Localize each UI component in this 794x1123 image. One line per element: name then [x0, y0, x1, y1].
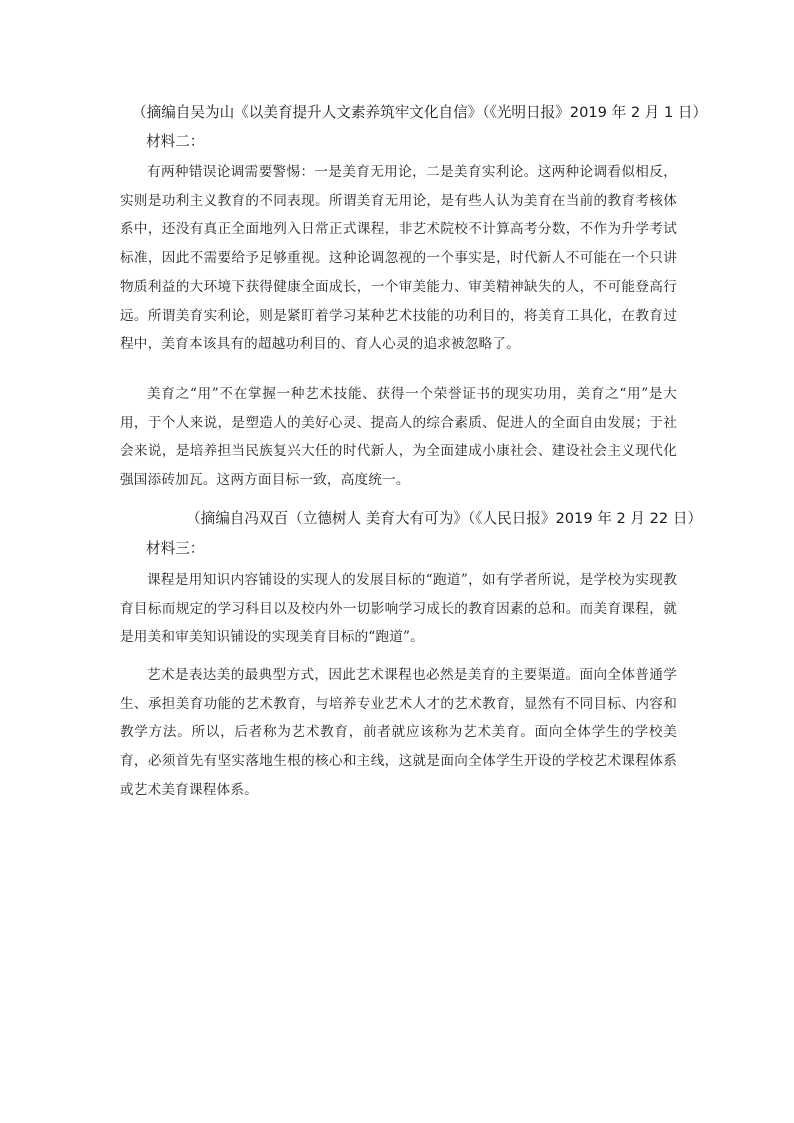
material-3-paragraph-1: 课程是用知识内容铺设的实现人的发展目标的“跑道”，如有学者所说，是学校为实现教育目标而规定的学习科目以及校内外一切影响学习成长的教育因素的总和。而美育课程，就是用美和审美知识铺设的实现美育目标的“跑道”。: [120, 572, 677, 646]
material-2-paragraph-1: 有两种错误论调需要警惕：一是美育无用论，二是美育实利论。这两种论调看似相反，实则是功利主义教育的不同表现。所谓美育无用论，是有些人认为美育在当前的教育考核体系中，还没有真正全面地列入日常正式课程，非艺术院校不计算高考分数，不作为升学考试标准，因此不需要给予足够重视。这种论调忽视的一个事实是，时代新人不可能在一个只讲物质利益的大环境下获得健康全面成长，一个审美能力、审美精神缺失的人，不可能登高行远。所谓美育实利论，则是紧盯着学习某种艺术技能的功利目的，将美育工具化，在教育过程中，美育本该具有的超越功利目的、育人心灵的追求被忽略了。: [120, 164, 677, 353]
source-citation-1: （摘编自吴为山《以美育提升人文素养筑牢文化自信》（《光明日报》2019 年 2 月 1 日）: [132, 104, 708, 121]
material-3-heading: 材料三：: [146, 540, 205, 557]
material-3-paragraph-2: 艺术是表达美的最典型方式，因此艺术课程也必然是美育的主要渠道。面向全体普通学生、承担美育功能的艺术教育，与培养专业艺术人才的艺术教育，显然有不同目标、内容和教学方法。所以，后者称为艺术教育，前者就应该称为艺术美育。面向全体学生的学校美育，必须首先有坚实落地生根的核心和主线，这就是面向全体学生开设的学校艺术课程体系或艺术美育课程体系。: [120, 667, 677, 798]
material-2-heading: 材料二：: [146, 133, 205, 150]
material-2-paragraph-2: 美育之“用”不在掌握一种艺术技能、获得一个荣誉证书的现实功用，美育之“用”是大用，于个人来说，是塑造人的美好心灵、提高人的综合素质、促进人的全面自由发展；于社会来说，是培养担当民族复兴大任的时代新人，为全面建成小康社会、建设社会主义现代化强国添砖加瓦。这两方面目标一致，高度统一。: [120, 386, 677, 489]
source-citation-2: （摘编自冯双百（立德树人 美育大有可为》（《人民日报》2019 年 2 月 22 日）: [186, 510, 703, 527]
